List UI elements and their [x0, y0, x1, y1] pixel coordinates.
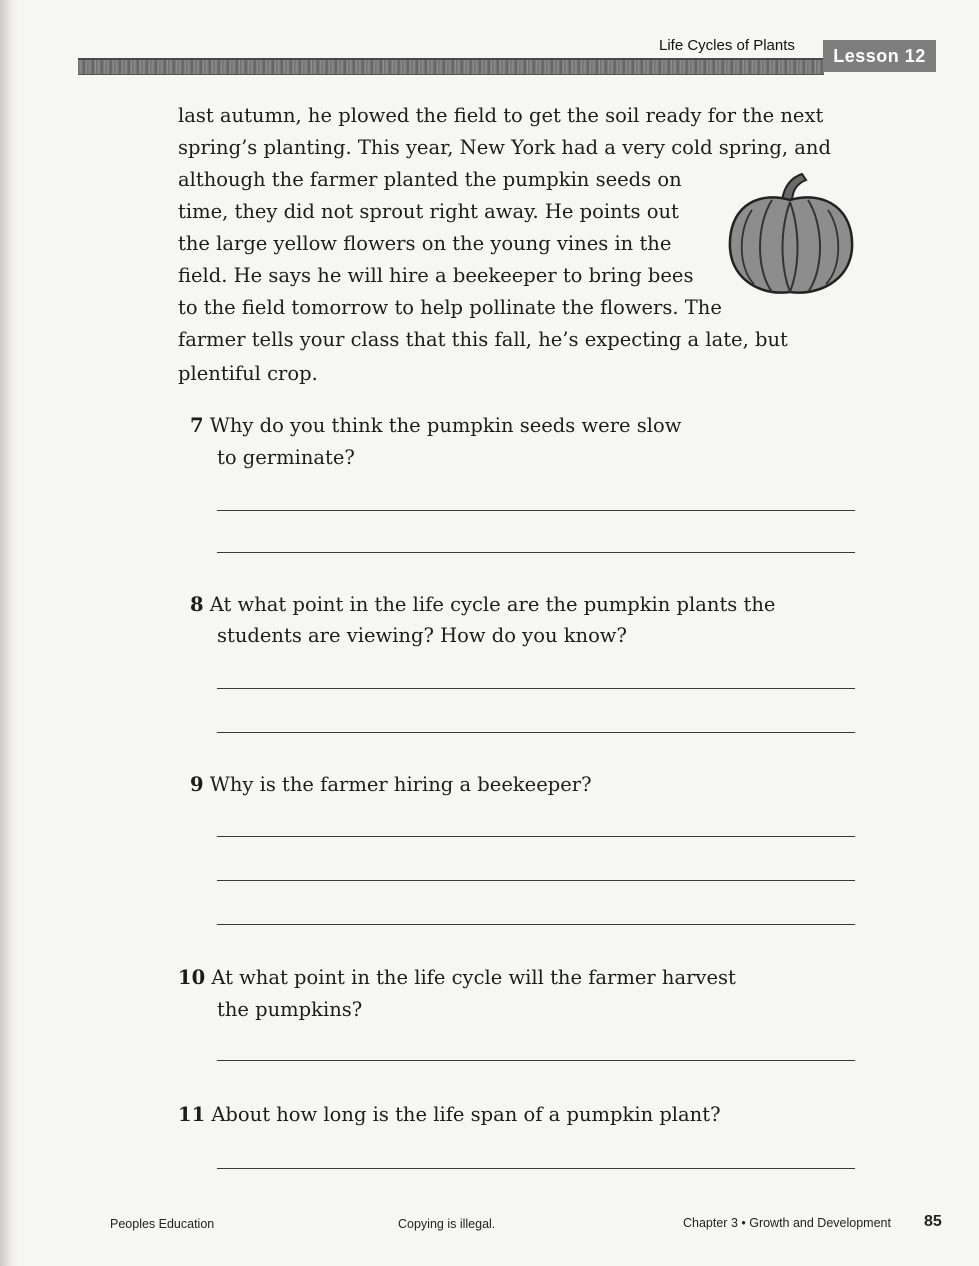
answer-line[interactable] [217, 1168, 855, 1169]
question-9 [190, 773, 592, 796]
passage-line: although the farmer planted the pumpkin seeds on [178, 168, 682, 191]
passage-line: spring’s planting. This year, New York had a very cold spring, and [178, 136, 831, 159]
footer-notice: Copying is illegal. [398, 1217, 496, 1231]
answer-line[interactable] [217, 924, 855, 925]
question-number: 7 [190, 414, 204, 437]
footer-publisher: Peoples Education [110, 1217, 215, 1231]
question-text: At what point in the life cycle will the farmer harvest [211, 966, 736, 989]
question-8 [190, 593, 775, 616]
question-7 [190, 414, 681, 437]
passage-line: to the field tomorrow to help pollinate the flowers. The [178, 296, 722, 319]
passage-line: time, they did not sprout right away. He points out [178, 200, 679, 223]
answer-line[interactable] [217, 552, 855, 553]
question-11 [178, 1103, 721, 1126]
question-text-cont: the pumpkins? [217, 998, 363, 1021]
page-number: 85 [924, 1213, 942, 1230]
answer-line[interactable] [217, 1060, 855, 1061]
question-text: Why is the farmer hiring a beekeeper? [209, 773, 592, 796]
question-number: 9 [190, 773, 204, 796]
passage-line: the large yellow flowers on the young vines in the [178, 232, 672, 255]
answer-line[interactable] [217, 732, 855, 733]
header-rule [78, 58, 824, 75]
question-number: 10 [178, 966, 206, 989]
pumpkin-icon [724, 170, 856, 298]
passage-line: field. He says he will hire a beekeeper to bring bees [178, 264, 694, 287]
lesson-badge: Lesson 12 [823, 40, 936, 72]
question-text: At what point in the life cycle are the pumpkin plants the [209, 593, 776, 616]
question-number: 8 [190, 593, 204, 616]
question-text-cont: students are viewing? How do you know? [217, 624, 627, 647]
page-edge-shadow [0, 0, 18, 1266]
answer-line[interactable] [217, 688, 855, 689]
question-text: About how long is the life span of a pumpkin plant? [211, 1103, 721, 1126]
answer-line[interactable] [217, 880, 855, 881]
question-number: 11 [178, 1103, 206, 1126]
question-10 [178, 966, 736, 989]
question-text-cont: to germinate? [217, 446, 355, 469]
answer-line[interactable] [217, 510, 855, 511]
question-text: Why do you think the pumpkin seeds were slow [209, 414, 682, 437]
passage-line: plentiful crop. [178, 362, 318, 385]
footer-chapter: Chapter 3 • Growth and Development [683, 1216, 891, 1230]
header-title: Life Cycles of Plants [659, 37, 795, 54]
passage-line: farmer tells your class that this fall, he’s expecting a late, but [178, 328, 788, 351]
passage-line: last autumn, he plowed the field to get the soil ready for the next [178, 104, 824, 127]
answer-line[interactable] [217, 836, 855, 837]
